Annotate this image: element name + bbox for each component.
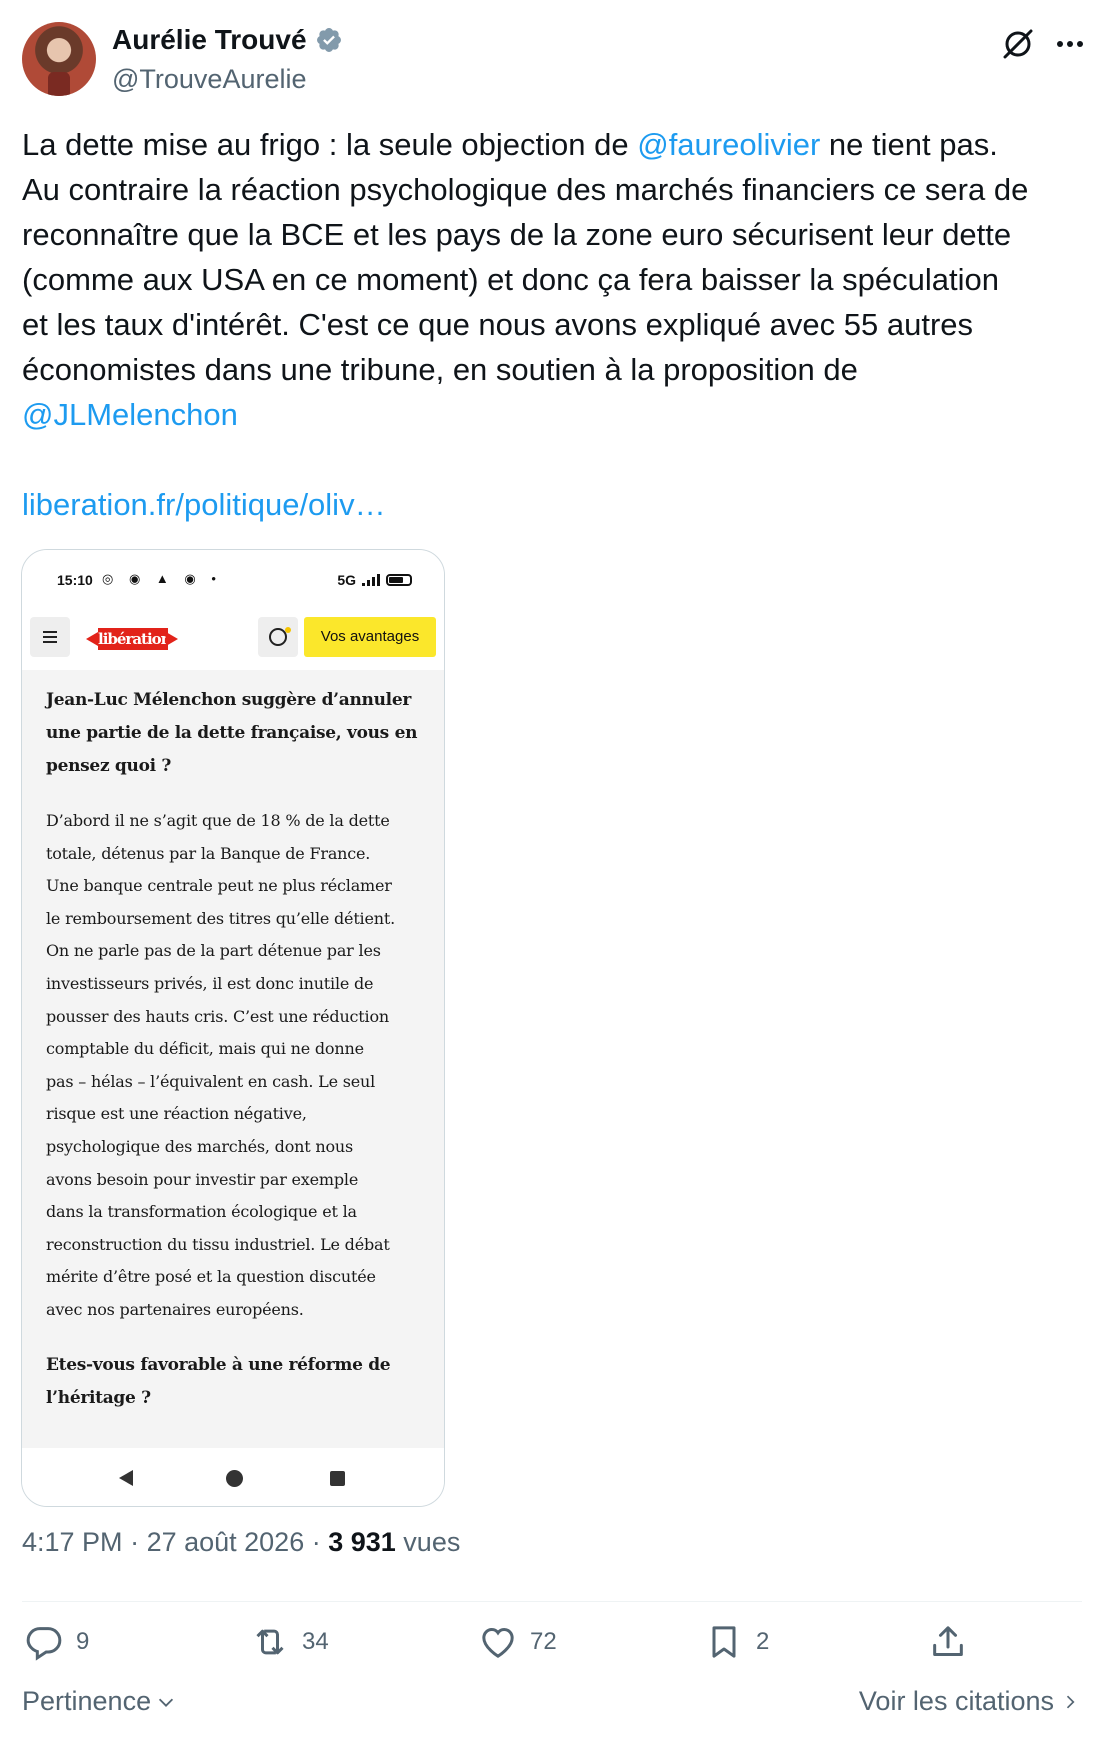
bookmark-button[interactable] xyxy=(704,1622,769,1662)
chevron-down-icon xyxy=(155,1691,177,1713)
more-options-icon[interactable] xyxy=(1052,26,1088,62)
chevron-right-icon xyxy=(1060,1691,1080,1713)
reply-count: 9 xyxy=(76,1628,90,1655)
sort-dropdown[interactable] xyxy=(22,1686,177,1717)
bookmark-count: 2 xyxy=(756,1628,770,1655)
interview-question: Jean-Luc Mélenchon suggère d’annuler une partie de la dette française, vous en pensez quoi ? xyxy=(46,690,418,776)
views-count: 3 931 xyxy=(328,1527,396,1557)
sort-label: Pertinence xyxy=(22,1686,152,1716)
repost-count: 34 xyxy=(302,1628,329,1655)
tweet-line: économistes dans une tribune, en soutien à la proposition de xyxy=(22,352,858,387)
notification-icons: ◎ ◉ ▲ ◉ • xyxy=(102,571,222,586)
article-link[interactable]: liberation.fr/politique/oliv… xyxy=(22,487,386,522)
tweet-time[interactable]: 4:17 PM xyxy=(22,1527,123,1557)
quotes-label: Voir les citations xyxy=(858,1686,1054,1716)
share-button[interactable] xyxy=(928,1622,968,1662)
bookmark-icon xyxy=(704,1622,744,1662)
liberation-logo: libération xyxy=(86,626,178,652)
like-button[interactable] xyxy=(478,1622,557,1662)
display-name[interactable]: Aurélie Trouvé xyxy=(112,24,307,55)
tweet-text xyxy=(22,122,1082,437)
article-excerpt xyxy=(46,684,422,1415)
share-icon xyxy=(928,1622,968,1662)
action-bar xyxy=(22,1622,1082,1672)
tweet-line: La dette mise au frigo : la seule objection de @faureolivier ne tient pas. xyxy=(22,127,998,162)
handle[interactable]: @TrouveAurelie xyxy=(112,64,307,94)
view-quotes-link[interactable] xyxy=(859,1686,1080,1717)
repost-icon xyxy=(250,1622,290,1662)
phone-status-bar xyxy=(22,550,445,610)
tweet-date[interactable]: 27 août 2026 xyxy=(146,1527,305,1557)
replies-footer xyxy=(22,1686,1082,1726)
tweet-line: Au contraire la réaction psychologique des marchés financiers ce sera de xyxy=(22,172,1029,207)
name-row xyxy=(112,24,343,56)
verified-badge-icon xyxy=(315,26,343,54)
reply-icon xyxy=(24,1622,64,1662)
status-time: 15:10 xyxy=(57,572,93,588)
repost-button[interactable] xyxy=(250,1622,329,1662)
heart-icon xyxy=(478,1622,518,1662)
tweet-meta: 4:17 PM · 27 août 2026 · 3 931 vues xyxy=(22,1527,461,1557)
battery-icon xyxy=(386,574,412,586)
recent-apps-icon xyxy=(330,1471,345,1486)
network-label: 5G xyxy=(337,572,356,588)
tweet-line: reconnaître que la BCE et les pays de la zone euro sécurisent leur dette xyxy=(22,217,1012,252)
phone-nav-bar xyxy=(22,1448,445,1507)
tweet-line: et les taux d'intérêt. C'est ce que nous avons expliqué avec 55 autres xyxy=(22,307,974,342)
attached-image[interactable] xyxy=(21,549,445,1507)
cookie-icon xyxy=(258,617,298,657)
vos-avantages-button: Vos avantages xyxy=(304,617,436,657)
grok-icon[interactable] xyxy=(1000,26,1036,62)
mention-link[interactable]: @JLMelenchon xyxy=(22,397,238,432)
mention-link[interactable]: @faureolivier xyxy=(637,127,821,162)
status-right xyxy=(337,572,412,588)
signal-icon xyxy=(362,574,380,586)
back-icon xyxy=(119,1470,133,1486)
interview-question: Etes-vous favorable à une réforme de l’héritage ? xyxy=(46,1354,391,1408)
hamburger-menu-icon xyxy=(30,617,70,657)
tweet-line: (comme aux USA en ce moment) et donc ça fera baisser la spéculation xyxy=(22,262,999,297)
home-icon xyxy=(226,1470,243,1487)
like-count: 72 xyxy=(530,1628,557,1655)
liberation-app-bar xyxy=(22,610,445,670)
tweet-line xyxy=(22,392,1082,437)
divider xyxy=(22,1601,1082,1602)
interview-answer: D’abord il ne s’agit que de 18 % de la dette totale, détenus par la Banque de France. Une banque centrale peut ne plus réclamer le remboursement des titres qu’elle détient. On ne parle pas de la part détenue par les investisseurs privés, il est donc inutile de pousser des hauts cris. C’est une réduction comptable du déficit, mais qui ne donne pas – hélas – l’équivalent en cash. Le seul risque est une réaction négative, psychologique des marchés, dont nous avons besoin pour investir par exemple dans la transformation écologique et la reconstruction du tissu industriel. Le débat mérite d’être posé et la question discutée avec nos partenaires européens. xyxy=(46,811,395,1319)
avatar[interactable] xyxy=(22,22,96,96)
tweet-header xyxy=(22,22,1082,100)
reply-button[interactable] xyxy=(24,1622,89,1662)
views-label: vues xyxy=(395,1527,461,1557)
